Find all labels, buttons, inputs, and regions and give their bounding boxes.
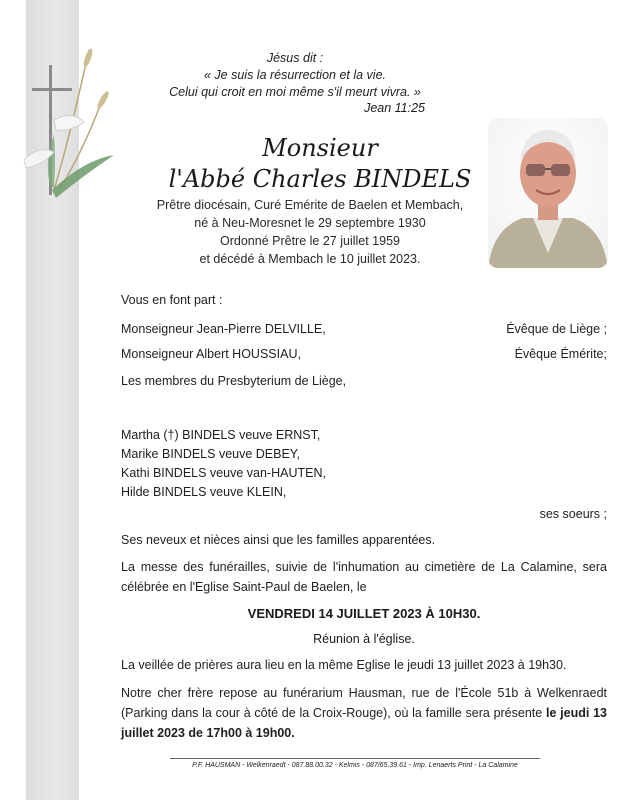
announcer-name: Monseigneur Jean-Pierre DELVILLE, xyxy=(121,322,326,336)
cross-lily-icon xyxy=(14,40,124,225)
footer-text: P.F. HAUSMAN - Welkenraedt - 087.88.00.32 - Kelmis - 087/65.39.61 - Imp. Lenaerts Print - La Calamine xyxy=(192,762,518,769)
quote-line-1: « Je suis la résurrection et la vie. xyxy=(203,68,387,82)
deceased-name: l'Abbé Charles BINDELS xyxy=(168,165,472,193)
sister-line: Hilde BINDELS veuve KLEIN, xyxy=(121,485,287,499)
quote-reference: Jean 11:25 xyxy=(364,101,425,115)
announcer-role: Évêque Émérite; xyxy=(514,347,607,361)
funeral-date: VENDREDI 14 JUILLET 2023 À 10H30. xyxy=(247,606,481,621)
vigil-line: La veillée de prières aura lieu en la même Eglise le jeudi 13 juillet 2023 à 19h30. xyxy=(121,658,567,672)
bio-line: Prêtre diocésain, Curé Emérite de Baelen et Membach, xyxy=(156,198,464,212)
bio-line: né à Neu-Moresnet le 29 septembre 1930 xyxy=(194,216,426,230)
footer-divider xyxy=(170,758,540,759)
rest-text: Notre cher frère repose au funérarium Hausman, rue de l'École 51b à Welkenraedt (Parking dans la cour à côté de la Croix-Rouge), où la famille sera présente xyxy=(121,686,607,720)
portrait-photo xyxy=(488,118,608,268)
presbyterium-line: Les membres du Presbyterium de Liège, xyxy=(121,374,347,388)
quote-intro: Jésus dit : xyxy=(266,51,324,65)
sisters-label: ses soeurs ; xyxy=(539,507,607,521)
sister-line: Kathi BINDELS veuve van-HAUTEN, xyxy=(121,466,326,480)
quote-line-2: Celui qui croit en moi même s'il meurt vivra. » xyxy=(169,85,421,99)
funeral-text: La messe des funérailles, suivie de l'inhumation au cimetière de La Calamine, sera célébrée en l'Eglise Saint-Paul de Baelen, le xyxy=(121,560,607,594)
family-line: Ses neveux et nièces ainsi que les familles apparentées. xyxy=(121,533,436,547)
honorific: Monsieur xyxy=(262,134,378,162)
rest-time: le jeudi 13 juillet 2023 de 17h00 à 19h00. xyxy=(121,706,607,740)
bio-line: et décédé à Membach le 10 juillet 2023. xyxy=(199,252,421,266)
meeting-line: Réunion à l'église. xyxy=(313,632,415,646)
sister-line: Martha (†) BINDELS veuve ERNST, xyxy=(121,428,321,442)
bio-line: Ordonné Prêtre le 27 juillet 1959 xyxy=(220,234,400,248)
sister-line: Marike BINDELS veuve DEBEY, xyxy=(121,447,301,461)
announce-intro: Vous en font part : xyxy=(121,293,223,307)
announcer-name: Monseigneur Albert HOUSSIAU, xyxy=(121,347,301,361)
rest-paragraph xyxy=(121,683,607,743)
announcer-role: Évêque de Liège ; xyxy=(506,322,607,336)
